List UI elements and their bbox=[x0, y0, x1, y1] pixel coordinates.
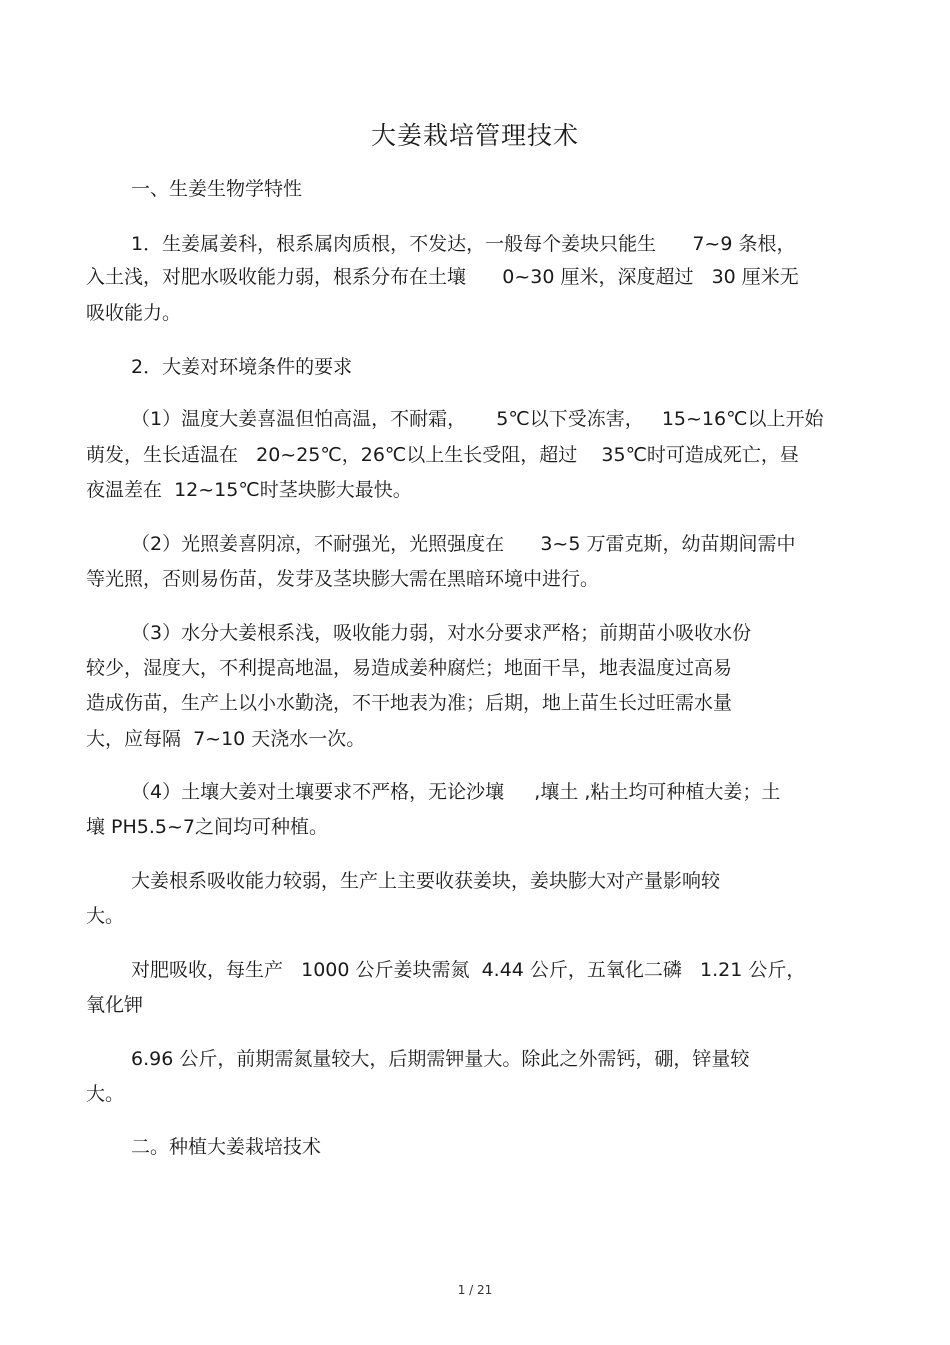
section-heading-1: 一、生姜生物学特性 bbox=[131, 178, 303, 200]
paragraph-line: 对肥吸收，每生产 1000 公斤姜块需氮 4.44 公斤，五氧化二磷 1.21 公斤， bbox=[131, 959, 806, 981]
paragraph-line: 入土浅，对肥水吸收能力弱，根系分布在土壤 0~30 厘米，深度超过 30 厘米无 bbox=[86, 266, 799, 288]
paragraph-line: 氧化钾 bbox=[86, 994, 144, 1016]
paragraph-line: （1）温度大姜喜温但怕高温，不耐霜， 5℃以下受冻害， 15~16℃以上开始 bbox=[131, 408, 824, 430]
paragraph-line: （2）光照姜喜阴凉，不耐强光，光照强度在 3~5 万雷克斯，幼苗期间需中 bbox=[131, 533, 796, 555]
paragraph-line: 1．生姜属姜科，根系属肉质根，不发达，一般每个姜块只能生 7~9 条根， bbox=[131, 233, 796, 255]
document-title: 大姜栽培管理技术 bbox=[370, 121, 579, 150]
paragraph-line: 大。 bbox=[86, 905, 125, 927]
section-heading-2: 二。种植大姜栽培技术 bbox=[131, 1136, 322, 1158]
paragraph-line: （4）土壤大姜对土壤要求不严格，无论沙壤 ,壤土 ,粘土均可种植大姜；土 bbox=[131, 781, 781, 803]
paragraph-line: 大，应每隔 7~10 天浇水一次。 bbox=[86, 728, 366, 750]
paragraph-line: 6.96 公斤，前期需氮量较大，后期需钾量大。除此之外需钙，硼，锌量较 bbox=[131, 1048, 750, 1070]
paragraph-line: （3）水分大姜根系浅，吸收能力弱，对水分要求严格；前期苗小吸收水份 bbox=[131, 622, 752, 644]
paragraph-line: 较少，湿度大，不利提高地温，易造成姜种腐烂；地面干旱，地表温度过高易 bbox=[86, 657, 733, 679]
paragraph-line: 大姜根系吸收能力较弱，生产上主要收获姜块，姜块膨大对产量影响较 bbox=[131, 870, 721, 892]
subsection-heading: 2．大姜对环境条件的要求 bbox=[131, 356, 353, 378]
page-number: 1 / 21 bbox=[457, 1283, 493, 1297]
paragraph-line: 大。 bbox=[86, 1083, 125, 1105]
paragraph-line: 萌发，生长适温在 20~25℃，26℃以上生长受阻，超过 35℃时可造成死亡，昼 bbox=[86, 444, 799, 466]
paragraph-line: 壤 PH5.5~7之间均可种植。 bbox=[86, 816, 329, 838]
paragraph-line: 造成伤苗，生产上以小水勤浇，不干地表为准；后期，地上苗生长过旺需水量 bbox=[86, 692, 733, 714]
paragraph-line: 等光照，否则易伤苗，发芽及茎块膨大需在黑暗环境中进行。 bbox=[86, 568, 600, 590]
paragraph-line: 吸收能力。 bbox=[86, 302, 182, 324]
paragraph-line: 夜温差在 12~15℃时茎块膨大最快。 bbox=[86, 479, 412, 501]
